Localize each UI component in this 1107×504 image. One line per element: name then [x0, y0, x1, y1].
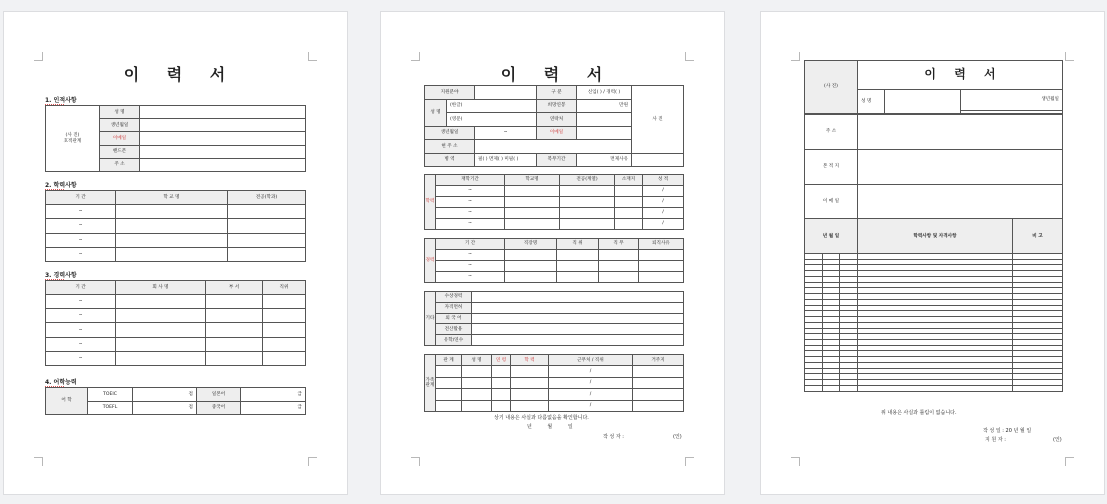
table-cell[interactable] — [560, 219, 615, 230]
lang-grade[interactable]: 급 — [241, 388, 306, 402]
table-cell[interactable] — [263, 337, 306, 351]
table-row[interactable]: ~ — [46, 323, 116, 337]
value-salary[interactable]: 만원 — [577, 99, 632, 113]
personal-table — [45, 105, 306, 172]
table-cell[interactable] — [560, 197, 615, 208]
table-row[interactable]: ~ — [46, 247, 116, 261]
crop-mark — [685, 457, 694, 466]
table-cell[interactable] — [228, 205, 306, 219]
table-cell[interactable] — [462, 377, 492, 388]
table-row[interactable]: ~ — [436, 208, 505, 219]
header-period: 기 간 — [46, 191, 116, 205]
label-birth: 생년월일 — [961, 90, 1063, 111]
value-email[interactable] — [577, 126, 632, 140]
value-birth[interactable] — [961, 110, 1063, 113]
lang-name: 중국어 — [197, 401, 241, 415]
header-location: 소재지 — [615, 175, 643, 186]
value-name[interactable] — [885, 90, 961, 114]
table-cell[interactable] — [436, 377, 462, 388]
table-cell[interactable] — [116, 351, 206, 365]
value-type[interactable]: 신입( ) / 경력( ) — [577, 86, 632, 100]
page-title: 이 력 서 — [123, 65, 228, 84]
table-row[interactable]: / — [549, 389, 633, 400]
table-cell[interactable] — [633, 400, 684, 411]
table-cell[interactable] — [560, 186, 615, 197]
table-cell[interactable] — [511, 377, 549, 388]
value-birth[interactable] — [140, 119, 306, 132]
value-address[interactable] — [475, 140, 632, 154]
table-cell[interactable] — [511, 400, 549, 411]
table-cell[interactable] — [615, 186, 643, 197]
table-cell[interactable] — [116, 337, 206, 351]
table-cell[interactable] — [472, 292, 684, 303]
table-cell[interactable] — [505, 272, 557, 283]
value-phone[interactable] — [140, 145, 306, 158]
table-cell[interactable] — [633, 366, 684, 377]
table-row[interactable]: / — [549, 377, 633, 388]
table-cell[interactable] — [639, 272, 684, 283]
header-ymd: 년 월 일 — [805, 219, 858, 254]
photo-cell: (사 진) 호적관계 — [46, 106, 100, 172]
section-personal: 1. 인적사항 — [45, 97, 77, 104]
crop-mark — [1065, 457, 1074, 466]
career-side-label: 경력 — [425, 239, 436, 283]
table-cell[interactable] — [228, 247, 306, 261]
table-cell[interactable] — [557, 250, 599, 261]
language-table — [45, 387, 306, 415]
table-cell[interactable] — [228, 219, 306, 233]
crop-mark — [308, 457, 317, 466]
crop-mark — [411, 457, 420, 466]
header-residence: 거주지 — [633, 355, 684, 366]
name-eng[interactable]: (영문) — [447, 113, 537, 127]
table-cell[interactable] — [263, 309, 306, 323]
header-major: 전공(학과) — [228, 191, 306, 205]
applicant-label: 지 원 자 : — [985, 437, 1006, 443]
label-address: 주 소 — [100, 158, 140, 171]
table-cell[interactable] — [116, 205, 228, 219]
table-cell[interactable] — [511, 366, 549, 377]
header-school: 학교명 — [505, 175, 560, 186]
table-cell[interactable] — [462, 366, 492, 377]
value-contact[interactable] — [577, 113, 632, 127]
table-cell[interactable] — [505, 197, 560, 208]
label-name: 성 명 — [425, 99, 447, 126]
info-table — [424, 85, 684, 167]
label-name: 성 명 — [858, 90, 885, 114]
label-phone: 핸드폰 — [100, 145, 140, 158]
table-cell[interactable] — [206, 337, 263, 351]
resume-page-3[interactable] — [760, 11, 1105, 495]
value-address[interactable] — [858, 115, 1063, 150]
crop-mark — [34, 457, 43, 466]
table-cell[interactable] — [557, 261, 599, 272]
table-cell[interactable] — [505, 186, 560, 197]
label-email: 이 메 일 — [805, 184, 858, 219]
table-cell[interactable] — [263, 351, 306, 365]
crop-mark — [1065, 52, 1074, 61]
family-side-label: 가족관계 — [425, 355, 436, 412]
value-apply[interactable] — [475, 86, 537, 100]
table-cell[interactable] — [472, 324, 684, 335]
section-career: 3. 경력사항 — [45, 272, 77, 279]
header-relation: 관 계 — [436, 355, 462, 366]
seal-mark: (인) — [1053, 437, 1062, 443]
header-grade: 성 적 — [643, 175, 684, 186]
crop-mark — [34, 52, 43, 61]
career-table — [45, 280, 306, 366]
header-position: 직위 — [263, 281, 306, 295]
header-history: 학력사항 및 자격사항 — [858, 219, 1013, 254]
table-cell[interactable] — [599, 250, 639, 261]
edu-table — [424, 174, 684, 230]
table-cell[interactable] — [263, 295, 306, 309]
table-cell[interactable] — [116, 323, 206, 337]
header-edu: 학 력 — [511, 355, 549, 366]
table-cell[interactable] — [206, 351, 263, 365]
table-cell[interactable] — [472, 302, 684, 313]
table-cell[interactable] — [505, 219, 560, 230]
table-cell[interactable] — [206, 309, 263, 323]
header-major: 전공(계열) — [560, 175, 615, 186]
seal-mark: (인) — [673, 434, 682, 440]
value-email[interactable] — [140, 132, 306, 145]
table-row[interactable]: ~ — [436, 197, 505, 208]
language-label: 어 학 — [46, 388, 88, 415]
table-row[interactable]: ~ — [46, 309, 116, 323]
label-contact: 연락처 — [537, 113, 577, 127]
table-cell[interactable] — [263, 323, 306, 337]
date-line: 년 월 일 — [527, 424, 573, 430]
crop-mark — [685, 52, 694, 61]
etc-side-label: 기타 — [425, 292, 436, 346]
table-cell[interactable] — [492, 377, 511, 388]
lang-name: 일본어 — [197, 388, 241, 402]
table-cell[interactable] — [472, 335, 684, 346]
value-military[interactable]: 필( ) 면제( ) 미필( ) — [475, 153, 537, 167]
test-score[interactable]: 점 — [133, 388, 197, 402]
value-address[interactable] — [140, 158, 306, 171]
crop-mark — [791, 52, 800, 61]
label-birth: 생년월일 — [425, 126, 475, 140]
table-cell[interactable] — [639, 261, 684, 272]
table-cell[interactable] — [511, 389, 549, 400]
table-row[interactable]: ~ — [46, 337, 116, 351]
header-company: 회 사 명 — [116, 281, 206, 295]
table-cell[interactable] — [557, 272, 599, 283]
etc-label: 외 국 어 — [436, 313, 472, 324]
crop-mark — [308, 52, 317, 61]
crop-mark — [791, 457, 800, 466]
grade-cell[interactable]: / — [643, 197, 684, 208]
etc-label: 유학/연수 — [436, 335, 472, 346]
page-title: 이 력 서 — [858, 61, 1063, 90]
header-dept: 부 서 — [206, 281, 263, 295]
etc-label: 전산활용 — [436, 324, 472, 335]
career-table — [424, 238, 684, 283]
label-email: 이메일 — [537, 126, 577, 140]
header-period: 재학기간 — [436, 175, 505, 186]
table-row[interactable] — [805, 385, 1063, 391]
table-cell[interactable] — [206, 323, 263, 337]
table-cell[interactable] — [116, 219, 228, 233]
table-cell[interactable] — [615, 197, 643, 208]
declaration: 위 내용은 사실과 틀림이 없습니다. — [881, 410, 957, 416]
test-name: TOEIC — [88, 388, 133, 402]
table-cell[interactable] — [615, 208, 643, 219]
header-period: 기 간 — [46, 281, 116, 295]
table-cell[interactable] — [505, 250, 557, 261]
header-name: 성 명 — [462, 355, 492, 366]
table-row[interactable]: ~ — [46, 351, 116, 365]
table-cell[interactable] — [462, 400, 492, 411]
resume-page-2[interactable] — [380, 11, 725, 495]
grade-cell[interactable]: / — [643, 219, 684, 230]
header-work: 근무처 / 직위 — [549, 355, 633, 366]
table-cell[interactable] — [206, 295, 263, 309]
table-row[interactable]: ~ — [436, 272, 505, 283]
table-cell[interactable] — [436, 389, 462, 400]
writer-label: 작 성 자 : — [603, 434, 624, 440]
grade-cell[interactable]: / — [643, 186, 684, 197]
label-birth: 생년월일 — [100, 119, 140, 132]
table-row[interactable]: / — [549, 400, 633, 411]
grade-cell[interactable]: / — [643, 208, 684, 219]
table-cell[interactable] — [633, 377, 684, 388]
table-cell[interactable] — [505, 208, 560, 219]
etc-label: 수상경력 — [436, 292, 472, 303]
header-age: 연 령 — [492, 355, 511, 366]
table-cell[interactable] — [436, 366, 462, 377]
table-cell[interactable] — [116, 309, 206, 323]
table-cell[interactable] — [228, 233, 306, 247]
date-line: 작 성 일 : 20 년 월 일 — [983, 428, 1032, 434]
photo-cell: 사 진 — [632, 86, 684, 154]
table-row[interactable]: / — [549, 366, 633, 377]
value-email[interactable] — [858, 184, 1063, 219]
history-table — [804, 114, 1063, 392]
value-birth[interactable]: ~ — [475, 126, 537, 140]
value-exempt[interactable] — [632, 153, 684, 167]
label-type: 구 분 — [537, 86, 577, 100]
table-row[interactable]: ~ — [436, 261, 505, 272]
family-table — [424, 354, 684, 412]
value-name[interactable] — [140, 106, 306, 119]
table-cell[interactable] — [492, 366, 511, 377]
header-duty: 직 무 — [599, 239, 639, 250]
header-school: 학 교 명 — [116, 191, 228, 205]
table-cell[interactable] — [633, 389, 684, 400]
label-apply: 지원분야 — [425, 86, 475, 100]
header-note: 비 고 — [1013, 219, 1063, 254]
label-military: 병 역 — [425, 153, 475, 167]
table-cell[interactable] — [615, 219, 643, 230]
header-reason: 퇴직사유 — [639, 239, 684, 250]
table-cell[interactable] — [436, 400, 462, 411]
etc-label: 자격면허 — [436, 302, 472, 313]
lang-grade[interactable]: 급 — [241, 401, 306, 415]
photo-cell: (사 진) — [805, 61, 858, 114]
label-address: 주 소 — [805, 115, 858, 150]
table-row[interactable]: ~ — [46, 233, 116, 247]
test-name: TOEFL — [88, 401, 133, 415]
test-score[interactable]: 점 — [133, 401, 197, 415]
etc-table — [424, 291, 684, 346]
section-education: 2. 학력사항 — [45, 182, 77, 189]
label-service: 복무기간 — [537, 153, 577, 167]
header-company: 직장명 — [505, 239, 557, 250]
name-kor[interactable]: (한글) — [447, 99, 537, 113]
table-cell[interactable] — [560, 208, 615, 219]
table-cell[interactable] — [505, 261, 557, 272]
label-origin: 본 적 지 — [805, 149, 858, 184]
table-cell[interactable] — [599, 272, 639, 283]
header-period: 기 간 — [436, 239, 505, 250]
section-language: 4. 어학능력 — [45, 379, 77, 386]
table-cell[interactable] — [116, 233, 228, 247]
education-table — [45, 190, 306, 262]
crop-mark — [411, 52, 420, 61]
declaration: 상기 내용은 사실과 다름없음을 확인합니다. — [494, 415, 589, 421]
table-cell[interactable] — [492, 389, 511, 400]
label-name: 성 명 — [100, 106, 140, 119]
label-exempt: 면제사유 — [577, 153, 632, 167]
resume-page-1[interactable] — [3, 11, 348, 495]
table-row[interactable]: ~ — [46, 295, 116, 309]
value-origin[interactable] — [858, 149, 1063, 184]
label-address: 현 주 소 — [425, 140, 475, 154]
label-email: 이메일 — [100, 132, 140, 145]
table-row[interactable]: ~ — [46, 219, 116, 233]
table-cell[interactable] — [116, 247, 228, 261]
table-row[interactable]: ~ — [436, 219, 505, 230]
table-row[interactable]: ~ — [436, 186, 505, 197]
table-cell[interactable] — [599, 261, 639, 272]
table-cell[interactable] — [639, 250, 684, 261]
table-cell[interactable] — [462, 389, 492, 400]
table-row[interactable]: ~ — [436, 250, 505, 261]
edu-side-label: 학력 — [425, 175, 436, 230]
page-title: 이 력 서 — [500, 65, 605, 84]
header-position: 직 위 — [557, 239, 599, 250]
table-cell[interactable] — [472, 313, 684, 324]
label-salary: 희망연봉 — [537, 99, 577, 113]
header-table — [804, 60, 1063, 114]
table-cell[interactable] — [116, 295, 206, 309]
table-cell[interactable] — [492, 400, 511, 411]
table-row[interactable]: ~ — [46, 205, 116, 219]
